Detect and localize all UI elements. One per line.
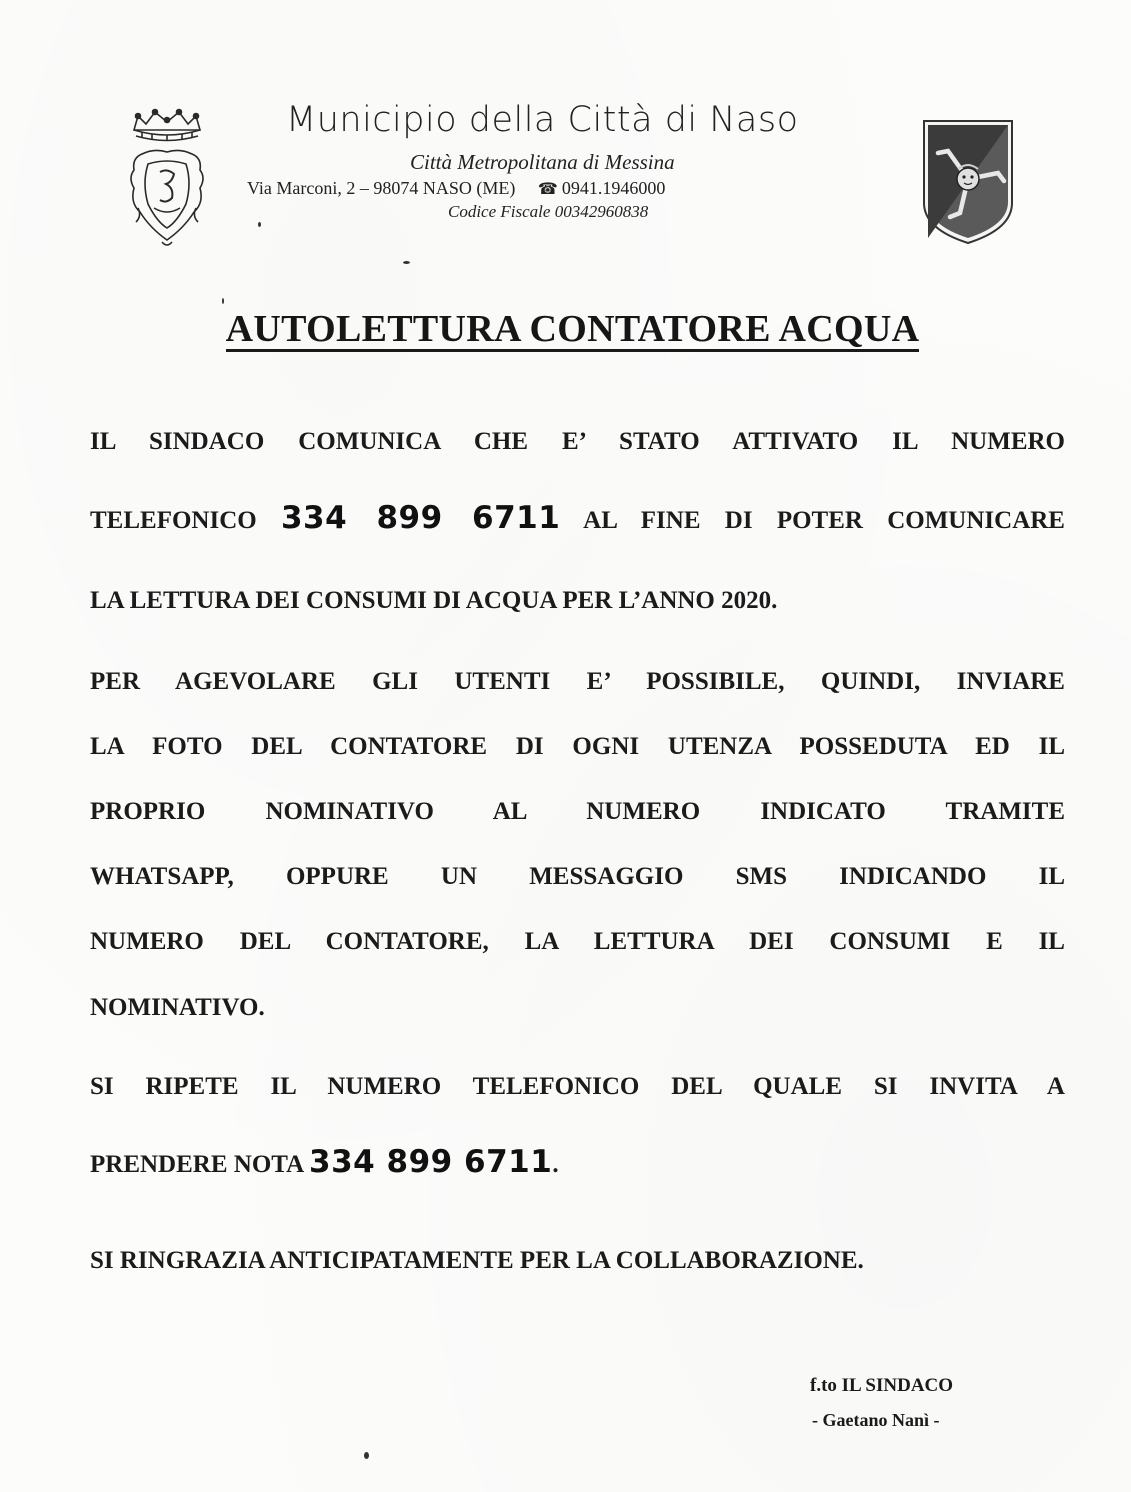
fiscal-code: Codice Fiscale 00342960838 [448, 202, 649, 221]
municipality-address-line [247, 178, 665, 199]
body-line-2-post: AL FINE DI POTER COMUNICARE [583, 507, 1065, 534]
body-line-12: SI RINGRAZIA ANTICIPATAMENTE PER LA COLLABORAZIONE. [90, 1247, 864, 1274]
sicily-trinacria-emblem-icon [920, 117, 1016, 247]
body-line-5: LA FOTO DEL CONTATORE DI OGNI UTENZA POSSEDUTA ED IL [90, 733, 1065, 760]
body-line-11-pre: PRENDERE NOTA [90, 1151, 303, 1178]
scan-speck [364, 1452, 369, 1459]
municipal-coat-of-arms-icon [122, 108, 212, 250]
body-line-8: NUMERO DEL CONTATORE, LA LETTURA DEI CONSUMI E IL [90, 928, 1065, 955]
body-line-11 [90, 1144, 1065, 1180]
telephone-icon: ☎ [537, 181, 558, 198]
phone-contact [538, 178, 665, 198]
scan-speck [258, 222, 261, 227]
body-line-2 [90, 500, 1065, 536]
body-line-2-pre: TELEFONICO [90, 507, 257, 534]
body-line-6: PROPRIO NOMINATIVO AL NUMERO INDICATO TRAMITE [90, 798, 1065, 825]
document-title [0, 309, 1131, 352]
body-line-11-post: . [552, 1151, 559, 1178]
body-line-9: NOMINATIVO. [90, 994, 265, 1021]
metropolitan-city: Città Metropolitana di Messina [410, 150, 675, 174]
document-title-text: AUTOLETTURA CONTATORE ACQUA [225, 308, 920, 350]
body-line-10: SI RIPETE IL NUMERO TELEFONICO DEL QUALE SI INVITA A [90, 1073, 1065, 1100]
signature-role: f.to IL SINDACO [810, 1375, 954, 1396]
body-line-4: PER AGEVOLARE GLI UTENTI E’ POSSIBILE, QUINDI, INVIARE [90, 668, 1065, 695]
phone-number-highlight: 334 899 6711 [280, 500, 561, 536]
body-line-1: IL SINDACO COMUNICA CHE E’ STATO ATTIVATO IL NUMERO [90, 428, 1065, 455]
phone-number: 0941.1946000 [561, 178, 666, 198]
street-address: Via Marconi, 2 – 98074 NASO (ME) [247, 178, 516, 198]
phone-number-repeat: 334 899 6711 [309, 1144, 553, 1180]
municipality-name: Municipio della Città di Naso [286, 100, 799, 140]
scan-speck [403, 261, 410, 264]
signature-name: - Gaetano Nanì - [812, 1410, 940, 1430]
body-line-3: LA LETTURA DEI CONSUMI DI ACQUA PER L’ANNO 2020. [90, 587, 778, 614]
scan-speck [222, 298, 224, 304]
body-line-7: WHATSAPP, OPPURE UN MESSAGGIO SMS INDICANDO IL [90, 863, 1065, 890]
